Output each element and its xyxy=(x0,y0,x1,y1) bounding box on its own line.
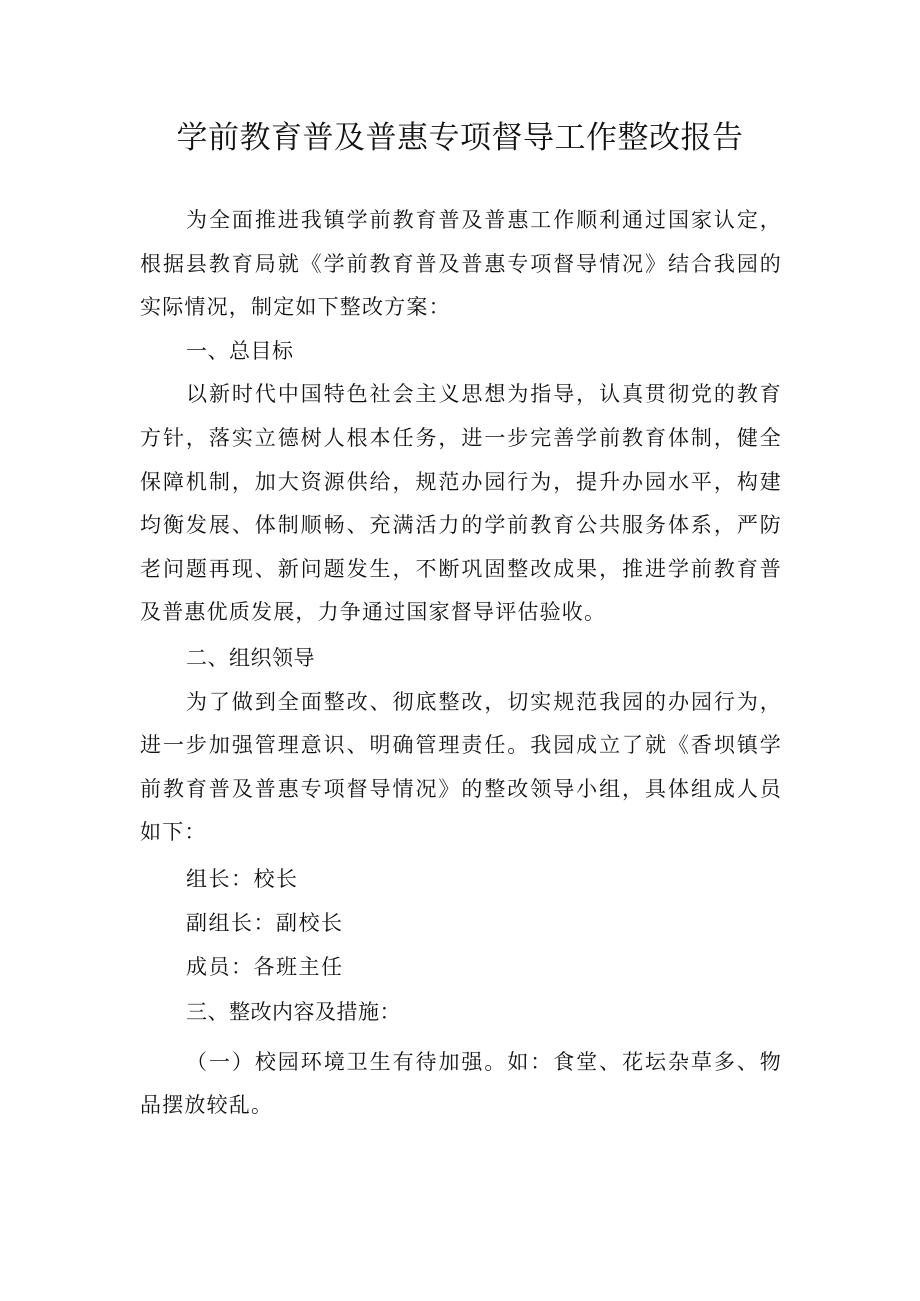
section-3-heading: 三、整改内容及措施： xyxy=(186,999,401,1024)
document-title: 学前教育普及普惠专项督导工作整改报告 xyxy=(176,120,744,156)
intro-paragraph: 为全面推进我镇学前教育普及普惠工作顺利通过国家认定，根据县教育局就《学前教育普及普惠专项督导情况》结合我园的实际情况，制定如下整改方案： xyxy=(140,208,782,320)
section-3-item-1: （一）校园环境卫生有待加强。如：食堂、花坛杂草多、物品摆放较乱。 xyxy=(140,1049,782,1118)
document-body xyxy=(140,199,782,1128)
section-1-heading: 一、总目标 xyxy=(186,338,294,363)
member-leader: 组长：校长 xyxy=(186,866,299,891)
section-1-paragraph: 以新时代中国特色社会主义思想为指导，认真贯彻党的教育方针，落实立德树人根本任务，进一步完善学前教育体制，健全保障机制，加大资源供给，规范办园行为，提升办园水平，构建均衡发展、体制顺畅、充满活力的学前教育公共服务体系，严防老问题再现、新问题发生，不断巩固整改成果，推进学前教育普及普惠优质发展，力争通过国家督导评估验收。 xyxy=(140,382,782,625)
section-2-heading: 二、组织领导 xyxy=(186,645,315,670)
member-members: 成员：各班主任 xyxy=(186,954,344,979)
section-2-paragraph: 为了做到全面整改、彻底整改，切实规范我园的办园行为，进一步加强管理意识、明确管理责任。我园成立了就《香坝镇学前教育普及普惠专项督导情况》的整改领导小组，具体组成人员如下： xyxy=(140,689,782,845)
member-deputy-leader: 副组长：副校长 xyxy=(186,910,344,935)
